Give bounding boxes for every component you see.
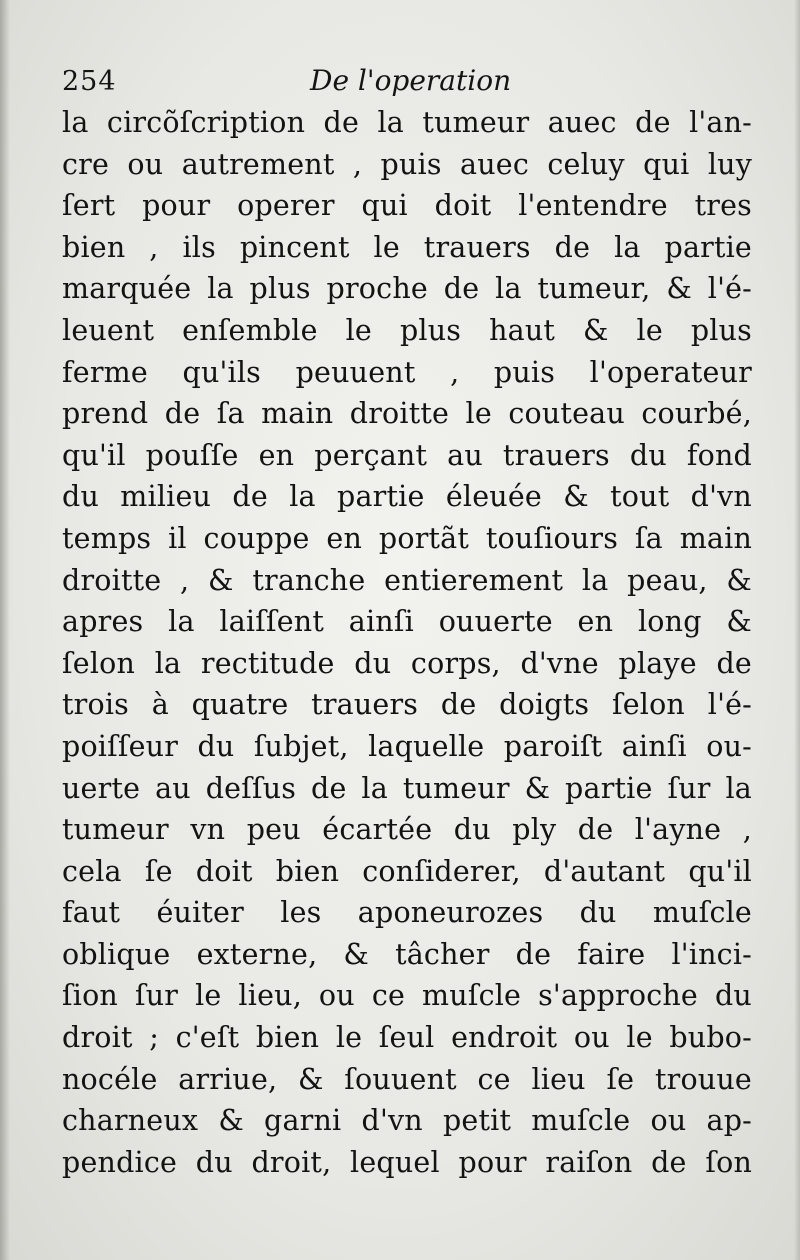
- text-line: marquée la plus proche de la tumeur, & l'é-: [62, 272, 752, 306]
- text-line: nocéle arriue, & ſouuent ce lieu ſe trouue: [62, 1062, 752, 1096]
- text-line: leuent enſemble le plus haut & le plus: [62, 313, 752, 347]
- text-line: ſelon la rectitude du corps, d'vne playe de: [62, 646, 752, 680]
- running-head: De l'operation: [310, 64, 512, 97]
- text-line: cre ou autrement , puis auec celuy qui luy: [62, 147, 752, 181]
- text-line: bien , ils pincent le trauers de la partie: [62, 230, 752, 264]
- text-line: droit ; c'eſt bien le ſeul endroit ou le bubo-: [62, 1021, 752, 1055]
- text-line: la circõſcription de la tumeur auec de l'an-: [62, 106, 752, 139]
- text-line: uerte au deſſus de la tumeur & partie ſur la: [62, 771, 752, 805]
- page-edge-shadow-left: [0, 0, 10, 1260]
- body-text: [62, 102, 752, 1183]
- text-line: ſert pour operer qui doit l'entendre tres: [62, 189, 752, 223]
- text-line: qu'il pouſſe en perçant au trauers du fond: [62, 438, 752, 472]
- text-line: droitte , & tranche entierement la peau, &: [62, 563, 752, 597]
- page-number: 254: [62, 66, 117, 97]
- page-edge-shadow-right: [794, 0, 800, 1260]
- text-line: trois à quatre trauers de doigts ſelon l'é-: [62, 688, 752, 722]
- text-line: cela ſe doit bien conſiderer, d'autant qu'il: [62, 854, 752, 888]
- text-line: poiſſeur du ſubjet, laquelle paroiſt ainſi ou-: [62, 729, 752, 763]
- text-line: ferme qu'ils peuuent , puis l'operateur: [62, 355, 752, 389]
- text-line: oblique externe, & tâcher de faire l'inci-: [62, 937, 752, 971]
- text-line: temps il couppe en portãt touſiours ſa main: [62, 521, 752, 555]
- text-line: apres la laiſſent ainſi ouuerte en long &: [62, 605, 752, 639]
- text-line: charneux & garni d'vn petit muſcle ou ap-: [62, 1104, 752, 1138]
- text-line: du milieu de la partie éleuée & tout d'vn: [62, 480, 752, 514]
- text-line: faut éuiter les aponeurozes du muſcle: [62, 896, 752, 930]
- text-line: tumeur vn peu écartée du ply de l'ayne ,: [62, 813, 752, 847]
- text-line: ſion ſur le lieu, ou ce muſcle s'approche du: [62, 979, 752, 1013]
- text-line: prend de ſa main droitte le couteau courbé,: [62, 397, 752, 431]
- text-line: pendice du droit, lequel pour raiſon de ſon: [62, 1145, 752, 1179]
